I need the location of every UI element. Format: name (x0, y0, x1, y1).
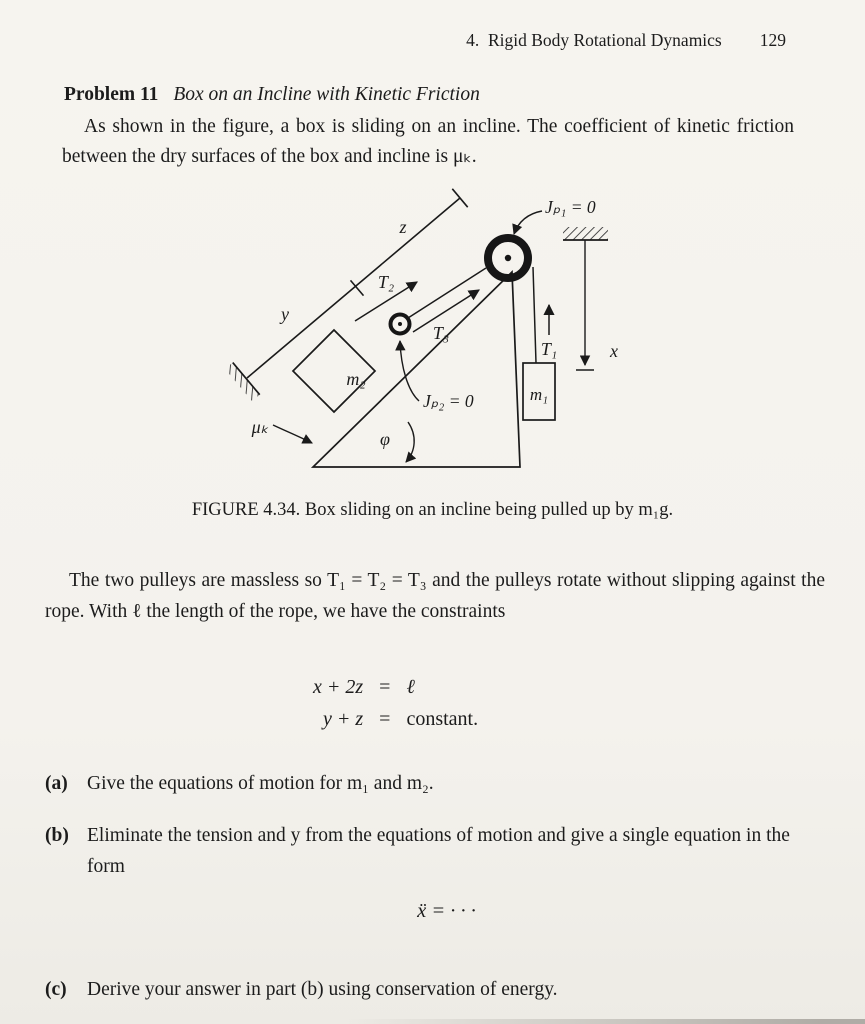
equation-1-lhs: x + 2z (313, 676, 364, 698)
equation-1-equals: = (379, 676, 391, 698)
equation-1-rhs: ℓ (406, 676, 415, 698)
y-label: y (281, 304, 289, 324)
part-c-text: Derive your answer in part (b) using conservation of energy. (87, 979, 558, 1000)
display-equation: ẍ = · · · (417, 900, 476, 922)
z-label: z (399, 217, 407, 237)
problem-intro: As shown in the figure, a box is sliding on an incline. The coefficient of kinetic friction between the dry surfaces of the box and incline is μₖ. (62, 116, 794, 167)
jp1-pointer-arrow (514, 211, 542, 234)
small-pulley-axle (398, 322, 402, 326)
rope-to-m1 (533, 267, 536, 363)
page-number: 129 (759, 30, 786, 50)
phi-angle-arc (406, 422, 414, 462)
page-header (0, 30, 786, 51)
top-tick (452, 189, 467, 207)
mu-pointer-arrow (273, 425, 312, 443)
problem-label: Problem 11 (64, 84, 159, 105)
m1-label: m₁ (529, 385, 549, 404)
chapter-title: 4. Rigid Body Rotational Dynamics (466, 30, 722, 50)
incline-triangle (313, 272, 520, 467)
mu-label: μₖ (251, 417, 269, 437)
problem-title: Box on an Incline with Kinetic Friction (173, 84, 480, 105)
constraints-paragraph: The two pulleys are massless so T₁ = T₂ = T₃ and the pulleys rotate without slipping against the rope. With ℓ the length of the rope, we have the constraints (45, 570, 825, 622)
equation-2-rhs: constant. (406, 708, 479, 730)
problem-heading (64, 84, 480, 106)
incline-diagram (220, 185, 660, 490)
constraint-equations (313, 676, 478, 731)
part-c (45, 974, 835, 1005)
wall-anchor (225, 363, 260, 402)
t3-label: T₃ (432, 323, 450, 343)
part-a-text: Give the equations of motion for m₁ and m₂. (87, 773, 434, 794)
part-a-marker: (a) (45, 773, 68, 794)
part-b-text: Eliminate the tension and y from the equations of motion and give a single equation in the form (87, 825, 790, 877)
part-b (45, 820, 835, 882)
part-b-marker: (b) (45, 825, 69, 846)
t2-label: T₂ (377, 272, 395, 292)
rope-coordinate-line (247, 198, 460, 378)
part-a (45, 768, 835, 799)
t1-label: T₁ (540, 339, 558, 359)
equation-2-equals: = (379, 708, 391, 730)
figure-4-34 (220, 185, 660, 490)
part-c-marker: (c) (45, 979, 67, 1000)
big-pulley-axle (505, 255, 511, 261)
jp2-pointer-arrow (400, 341, 419, 401)
m2-label: m₂ (346, 369, 366, 389)
figure-caption: FIGURE 4.34. Box sliding on an incline being pulled up by m₁g. (191, 500, 674, 520)
jp1-label: Jₚ₁ = 0 (545, 197, 596, 217)
equation-2-lhs: y + z (323, 708, 364, 730)
phi-label: φ (380, 429, 390, 449)
jp2-label: Jₚ₂ = 0 (423, 391, 474, 411)
ceiling-anchor (563, 227, 608, 240)
x-label: x (610, 341, 618, 361)
